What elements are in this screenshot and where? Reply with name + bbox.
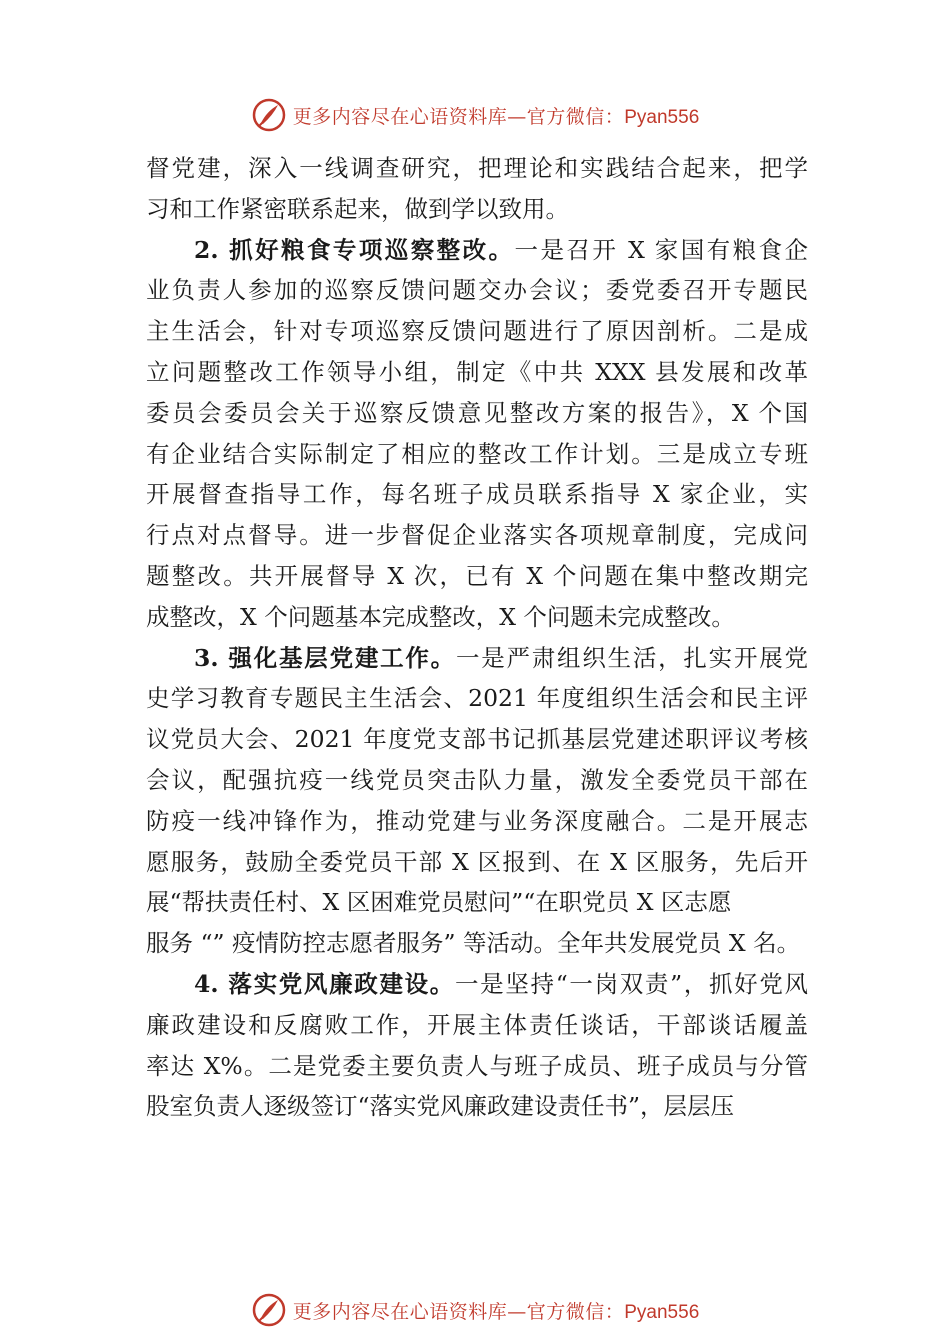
body-line: 服务 “” 疫情防控志愿者服务” 等活动。全年共发展党员 X 名。 [146,929,801,958]
document-body [146,148,808,1127]
body-line: 开展督查指导工作，每名班子成员联系指导 X 家企业，实 [146,480,808,509]
section-2-first-line: 2. 抓好粮食专项巡察整改。一是召开 X 家国有粮食企 [194,235,808,264]
header-banner-text: 更多内容尽在心语资料库—官方微信：Pyan556 [292,105,700,128]
section-4-heading: 4. 落实党风廉政建设。 [194,969,455,998]
body-line: 股室负责人逐级签订“落实党风廉政建设责任书”，层层压 [146,1092,735,1121]
section-4-first-line: 4. 落实党风廉政建设。一是坚持“一岗双责”，抓好党风 [194,969,808,998]
header-wechat-handle: Pyan556 [624,106,700,128]
body-line: 会议，配强抗疫一线党员突击队力量，激发全委党员干部在 [146,765,808,794]
header-banner [0,95,950,135]
footer-banner-text: 更多内容尽在心语资料库—官方微信：Pyan556 [292,1300,700,1323]
footer-banner [0,1290,950,1330]
body-line: 展“帮扶责任村、X 区困难党员慰问”“在职党员 X 区志愿 [146,888,732,917]
body-line: 主生活会，针对专项巡察反馈问题进行了原因剖析。二是成 [146,317,808,346]
body-line: 率达 X%。二是党委主要负责人与班子成员、班子成员与分管 [146,1051,808,1080]
body-line: 防疫一线冲锋作为，推动党建与业务深度融合。二是开展志 [146,806,808,835]
body-line: 议党员大会、2021 年度党支部书记抓基层党建述职评议考核 [146,725,808,754]
section-2-heading: 2. 抓好粮食专项巡察整改。 [194,235,515,264]
footer-wechat-handle: Pyan556 [624,1301,700,1323]
section-3-heading: 3. 强化基层党建工作。 [194,643,456,672]
body-line: 委员会委员会关于巡察反馈意见整改方案的报告》，X 个国 [146,398,808,427]
body-line: 习和工作紧密联系起来，做到学以致用。 [146,194,569,223]
body-line: 督党建，深入一线调查研究，把理论和实践结合起来，把学 [146,154,808,182]
body-line: 行点对点督导。进一步督促企业落实各项规章制度，完成问 [146,521,808,550]
section-3-first-line: 3. 强化基层党建工作。一是严肃组织生活，扎实开展党 [194,643,808,672]
body-line: 廉政建设和反腐败工作，开展主体责任谈话，干部谈话履盖 [146,1010,808,1039]
body-line: 立问题整改工作领导小组，制定《中共 XXX 县发展和改革 [146,357,808,386]
body-line: 成整改，X 个问题基本完成整改，X 个问题未完成整改。 [146,602,735,631]
body-line: 愿服务，鼓励全委党员干部 X 区报到、在 X 区服务，先后开 [146,847,808,876]
body-line: 史学习教育专题民主生活会、2021 年度组织生活会和民主评 [146,684,808,713]
body-line: 业负责人参加的巡察反馈问题交办会议；委党委召开专题民 [146,276,808,305]
quill-pen-logo-icon [251,1292,287,1328]
body-line: 题整改。共开展督导 X 次，已有 X 个问题在集中整改期完 [146,561,808,590]
quill-pen-logo-icon [251,97,287,133]
body-line: 有企业结合实际制定了相应的整改工作计划。三是成立专班 [146,439,808,468]
